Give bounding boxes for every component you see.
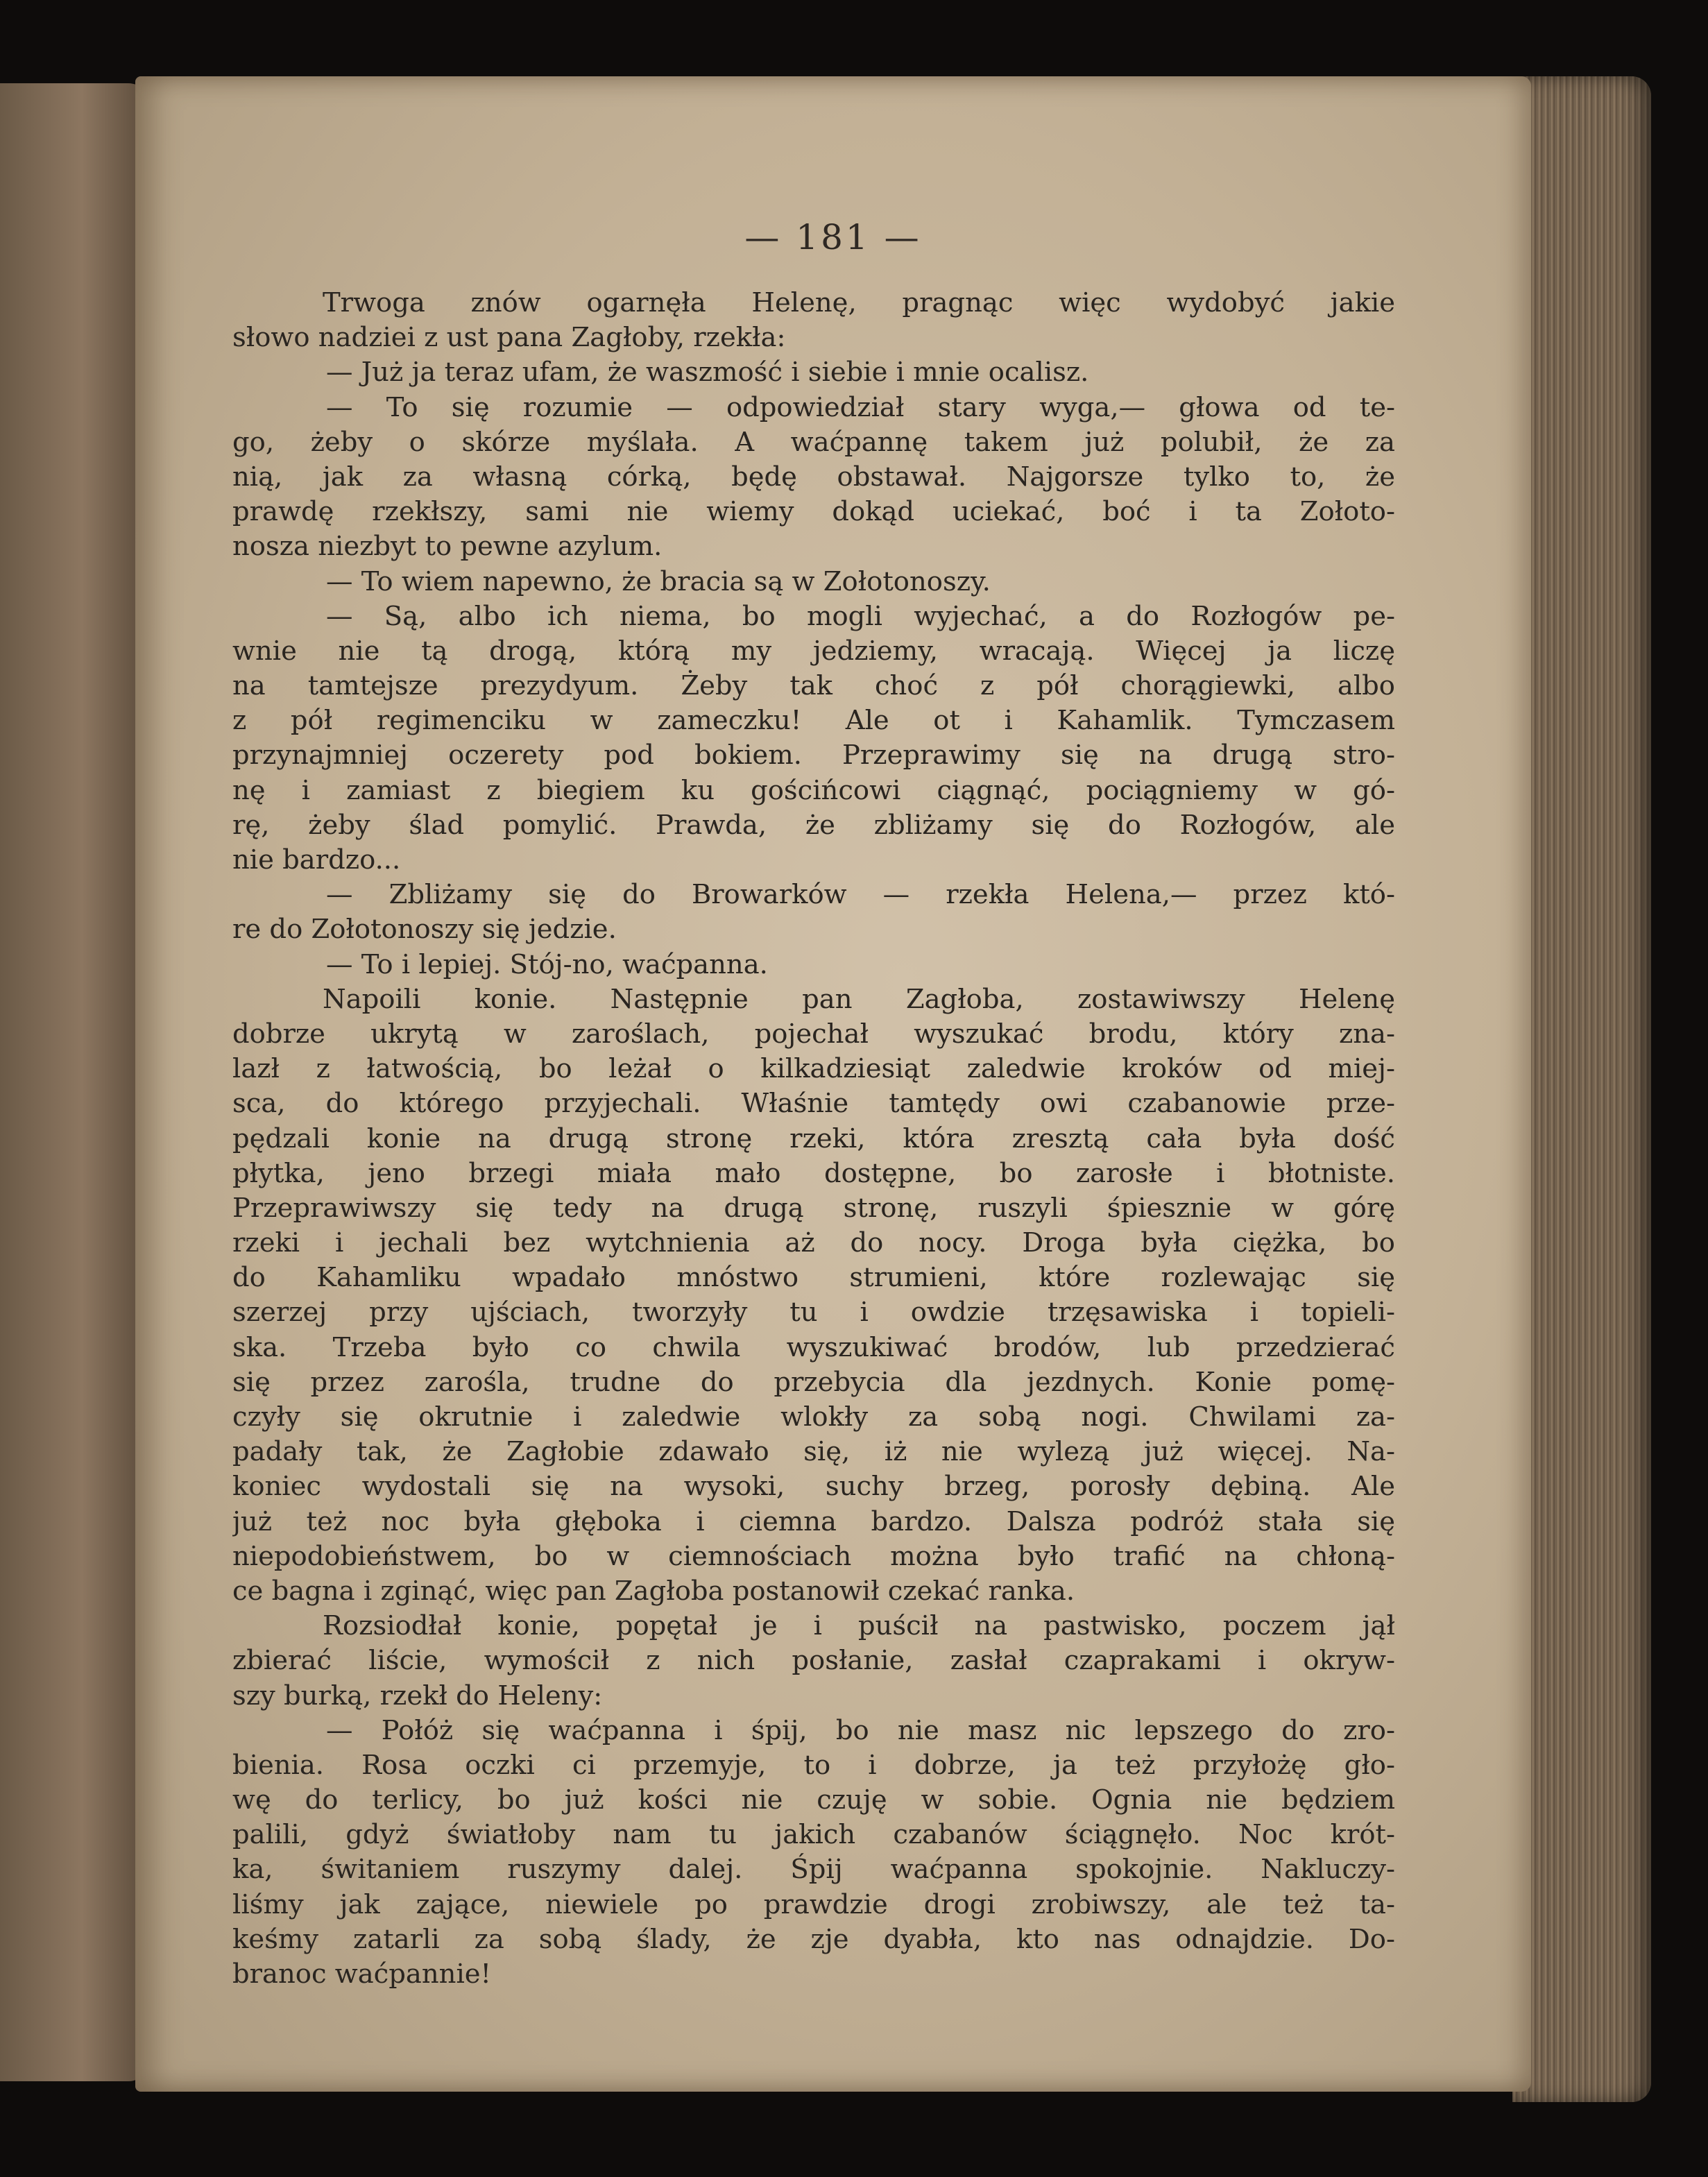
- text-line: Rozsiodłał konie, popętał je i puścił na pastwisko, poczem jął: [323, 1610, 1395, 1642]
- text-line: słowo nadziei z ust pana Zagłoby, rzekła:: [232, 322, 786, 354]
- text-line: bienia. Rosa oczki ci przemyje, to i dobrze, ja też przyłożę gło-: [232, 1749, 1395, 1781]
- text-line: — To i lepiej. Stój-no, waćpanna.: [326, 948, 768, 980]
- text-line: płytka, jeno brzegi miała mało dostępne, bo zarosłe i błotniste.: [232, 1157, 1395, 1189]
- text-line: go, żeby o skórze myślała. A waćpannę takem już polubił, że za: [232, 426, 1395, 458]
- text-line: prawdę rzekłszy, sami nie wiemy dokąd uciekać, boć i ta Zołoto-: [232, 496, 1395, 528]
- text-line: lazł z łatwością, bo leżał o kilkadziesiąt zaledwie kroków od miej-: [232, 1053, 1395, 1085]
- text-line: pędzali konie na drugą stronę rzeki, która zresztą cała była dość: [232, 1122, 1395, 1154]
- text-line: liśmy jak zające, niewiele po prawdzie drogi zrobiwszy, ale też ta-: [232, 1888, 1395, 1920]
- text-line: — Już ja teraz ufam, że waszmość i siebie i mnie ocalisz.: [326, 357, 1089, 389]
- text-line: przynajmniej oczerety pod bokiem. Przeprawimy się na drugą stro-: [232, 740, 1395, 771]
- text-line: do Kahamliku wpadało mnóstwo strumieni, które rozlewając się: [232, 1262, 1395, 1294]
- text-line: nosza niezbyt to pewne azylum.: [232, 531, 663, 563]
- text-line: — Połóż się waćpanna i śpij, bo nie masz nic lepszego do zro-: [326, 1714, 1395, 1746]
- text-line: już też noc była głęboka i ciemna bardzo. Dalsza podróż stała się: [232, 1505, 1395, 1537]
- text-line: wnie nie tą drogą, którą my jedziemy, wracają. Więcej ja liczę: [232, 635, 1395, 667]
- book-page: [135, 76, 1531, 2092]
- text-line: padały tak, że Zagłobie zdawało się, iż nie wylezą już więcej. Na-: [232, 1436, 1395, 1468]
- text-line: zbierać liście, wymościł z nich posłanie, zasłał czaprakami i okryw-: [232, 1645, 1395, 1677]
- text-line: ska. Trzeba było co chwila wyszukiwać brodów, lub przedzierać: [232, 1331, 1395, 1363]
- text-line: keśmy zatarli za sobą ślady, że zje dyabła, kto nas odnajdzie. Do-: [232, 1923, 1395, 1955]
- text-line: — To się rozumie — odpowiedział stary wyga,— głowa od te-: [326, 391, 1395, 423]
- text-line: ka, świtaniem ruszymy dalej. Śpij waćpanna spokojnie. Nakluczy-: [232, 1854, 1395, 1886]
- text-line: koniec wydostali się na wysoki, suchy brzeg, porosły dębiną. Ale: [232, 1471, 1395, 1503]
- text-line: na tamtejsze prezydyum. Żeby tak choć z pół chorągiewki, albo: [232, 670, 1395, 702]
- text-line: — To wiem napewno, że bracia są w Zołotonoszy.: [326, 565, 991, 597]
- page-stack-edges: [1512, 76, 1651, 2102]
- text-line: dobrze ukrytą w zaroślach, pojechał wyszukać brodu, który zna-: [232, 1018, 1395, 1050]
- text-line: wę do terlicy, bo już kości nie czuję w sobie. Ognia nie będziem: [232, 1784, 1395, 1816]
- text-line: sca, do którego przyjechali. Właśnie tamtędy owi czabanowie prze-: [232, 1088, 1395, 1120]
- text-line: się przez zarośla, trudne do przebycia dla jezdnych. Konie pomę-: [232, 1366, 1395, 1398]
- text-line: szy burką, rzekł do Heleny:: [232, 1680, 603, 1711]
- text-line: nę i zamiast z biegiem ku gościńcowi ciągnąć, pociągniemy w gó-: [232, 774, 1395, 806]
- text-line: Trwoga znów ogarnęła Helenę, pragnąc więc wydobyć jakie: [323, 287, 1395, 318]
- text-line: Napoili konie. Następnie pan Zagłoba, zostawiwszy Helenę: [323, 983, 1395, 1015]
- text-line: Przeprawiwszy się tedy na drugą stronę, ruszyli śpiesznie w górę: [232, 1192, 1395, 1224]
- text-line: niepodobieństwem, bo w ciemnościach można było trafić na chłoną-: [232, 1540, 1395, 1572]
- text-line: re do Zołotonoszy się jedzie.: [232, 914, 617, 946]
- text-line: czyły się okrutnie i zaledwie wlokły za sobą nogi. Chwilami za-: [232, 1401, 1395, 1433]
- text-line: — Są, albo ich niema, bo mogli wyjechać, a do Rozłogów pe-: [326, 600, 1395, 632]
- body-text: [232, 286, 1395, 1992]
- previous-page-edge: [0, 83, 149, 2081]
- text-line: palili, gdyż światłoby nam tu jakich czabanów ściągnęło. Noc krót-: [232, 1819, 1395, 1851]
- text-line: z pół regimenciku w zameczku! Ale ot i Kahamlik. Tymczasem: [232, 705, 1395, 737]
- text-line: szerzej przy ujściach, tworzyły tu i owdzie trzęsawiska i topieli-: [232, 1297, 1395, 1329]
- text-line: nią, jak za własną córką, będę obstawał. Najgorsze tylko to, że: [232, 461, 1395, 493]
- text-line: ce bagna i zginąć, więc pan Zagłoba postanowił czekać ranka.: [232, 1575, 1075, 1607]
- text-line: — Zbliżamy się do Browarków — rzekła Helena,— przez któ-: [326, 879, 1395, 911]
- text-line: rę, żeby ślad pomylić. Prawda, że zbliżamy się do Rozłogów, ale: [232, 809, 1395, 841]
- text-line: nie bardzo...: [232, 844, 401, 876]
- text-line: branoc waćpannie!: [232, 1958, 492, 1990]
- page-number: — 181 —: [744, 217, 922, 257]
- text-line: rzeki i jechali bez wytchnienia aż do nocy. Droga była ciężka, bo: [232, 1227, 1395, 1259]
